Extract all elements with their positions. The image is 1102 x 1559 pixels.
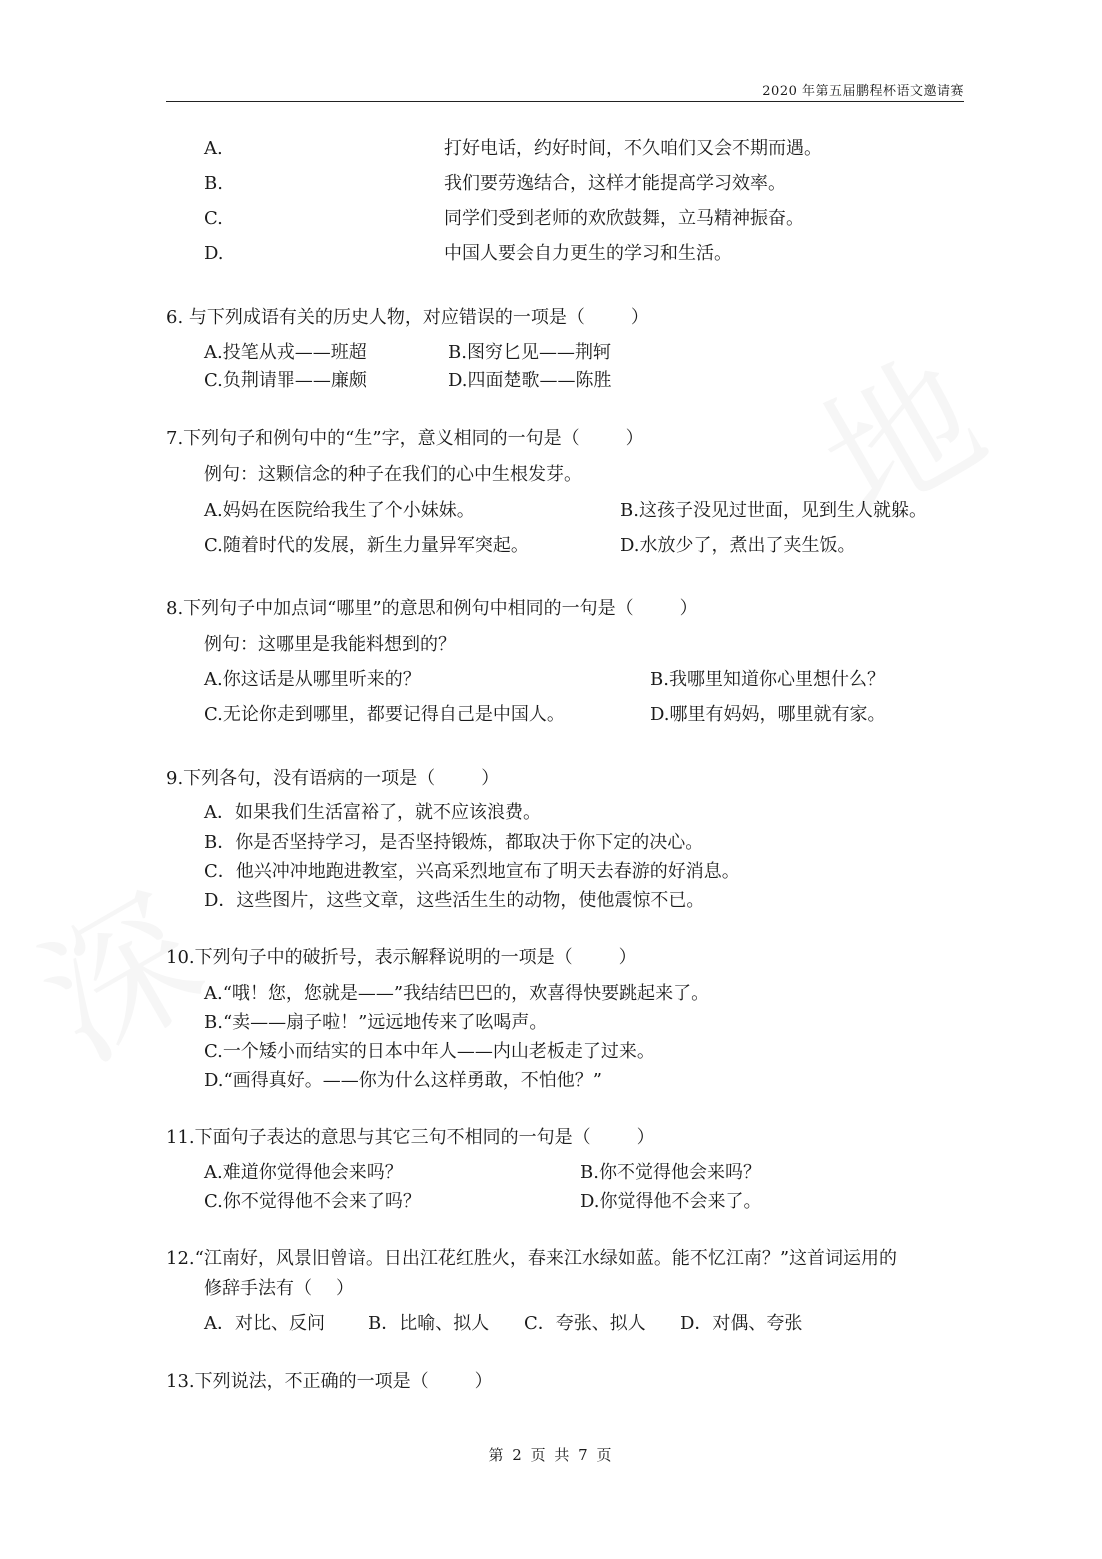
q6-option-d: D.四面楚歌——陈胜 [448,370,612,391]
option-label: A. [204,138,223,159]
q8-option-a: A.你这话是从哪里听来的？ [204,669,421,690]
header-divider [166,101,964,102]
q12-option-c: C．夸张、拟人 [524,1313,646,1334]
option-text: 中国人要会自力更生的学习和生活。 [444,243,732,264]
q8-options-row-2 [204,703,886,727]
q12-option-a: A．对比、反问 [204,1313,325,1334]
option-label: C. [204,208,223,229]
q11-option-a: A.难道你觉得他会来吗？ [204,1162,403,1183]
q9-option-c: C．他兴冲冲地跑进教室，兴高采烈地宣布了明天去春游的好消息。 [204,861,740,882]
q10-option-a: A.“哦！您，您就是——”我结结巴巴的，欢喜得快要跳起来了。 [204,983,710,1004]
option-label: D. [204,243,224,264]
q8-options-row-1 [204,668,885,692]
q7-options-row-1 [204,499,927,523]
q5-option-c [204,207,804,231]
q11-options-row-1 [204,1161,761,1185]
q9-option-d: D．这些图片，这些文章，这些活生生的动物，使他震惊不已。 [204,890,705,911]
q11-option-b: B.你不觉得他会来吗？ [580,1162,761,1183]
q12-option-b: B．比喻、拟人 [368,1313,490,1334]
q7-option-c: C.随着时代的发展，新生力量异军突起。 [204,535,529,556]
q12-option-d: D．对偶、夸张 [680,1313,803,1334]
q7-example: 例句：这颗信念的种子在我们的心中生根发芽。 [204,464,582,485]
q13-stem: 13.下列说法，不正确的一项是（ ） [166,1371,493,1392]
q10-option-d: D.“画得真好。——你为什么这样勇敢，不怕他？” [204,1070,602,1091]
page-footer: 第 2 页 共 7 页 [488,1446,614,1464]
q6-option-b: B.图穷匕见——荆轲 [448,342,611,363]
option-text: 同学们受到老师的欢欣鼓舞，立马精神振奋。 [444,208,804,229]
q8-option-b: B.我哪里知道你心里想什么？ [650,669,885,690]
q8-example: 例句：这哪里是我能料想到的？ [204,634,456,655]
q6-stem: 6. 与下列成语有关的历史人物，对应错误的一项是（ ） [166,307,649,328]
q6-option-a: A.投笔从戎——班超 [204,342,367,363]
q9-option-a: A．如果我们生活富裕了，就不应该浪费。 [204,802,541,823]
q9-option-b: B．你是否坚持学习，是否坚持锻炼，都取决于你下定的决心。 [204,832,704,853]
q10-option-c: C.一个矮小而结实的日本中年人——内山老板走了过来。 [204,1041,655,1062]
q11-stem: 11.下面句子表达的意思与其它三句不相同的一句是（ ） [166,1127,655,1148]
q12-options-row [204,1312,803,1336]
q11-option-c: C.你不觉得他不会来了吗？ [204,1191,421,1212]
q7-option-d: D.水放少了，煮出了夹生饭。 [620,535,856,556]
q8-option-c: C.无论你走到哪里，都要记得自己是中国人。 [204,704,565,725]
q5-option-d [204,242,732,266]
option-text: 我们要劳逸结合，这样才能提高学习效率。 [444,173,786,194]
q8-option-d: D.哪里有妈妈，哪里就有家。 [650,704,886,725]
q7-options-row-2 [204,534,856,558]
q9-stem: 9.下列各句，没有语病的一项是（ ） [166,768,500,789]
option-label: B. [204,173,223,194]
q8-stem: 8.下列句子中加点词“哪里”的意思和例句中相同的一句是（ ） [166,598,698,619]
q12-stem-continued: 修辞手法有（ ） [204,1278,354,1299]
q7-option-a: A.妈妈在医院给我生了个小妹妹。 [204,500,475,521]
q5-option-b [204,172,786,196]
page-header-title: 2020 年第五届鹏程杯语文邀请赛 [762,84,964,99]
q10-option-b: B.“卖——扇子啦！”远远地传来了吆喝声。 [204,1012,548,1033]
q10-stem: 10.下列句子中的破折号，表示解释说明的一项是（ ） [166,947,637,968]
option-text: 打好电话，约好时间，不久咱们又会不期而遇。 [444,138,822,159]
q7-stem: 7.下列句子和例句中的“生”字，意义相同的一句是（ ） [166,428,644,449]
q6-option-c: C.负荆请罪——廉颇 [204,370,367,391]
q12-stem: 12.“江南好，风景旧曾谙。日出江花红胜火，春来江水绿如蓝。能不忆江南？”这首词运用的 [166,1248,898,1269]
q11-options-row-2 [204,1190,762,1214]
q6-options-row-1 [204,341,611,365]
q7-option-b: B.这孩子没见过世面，见到生人就躲。 [620,500,927,521]
q11-option-d: D.你觉得他不会来了。 [580,1191,762,1212]
q6-options-row-2 [204,369,612,393]
q5-option-a [204,137,822,161]
